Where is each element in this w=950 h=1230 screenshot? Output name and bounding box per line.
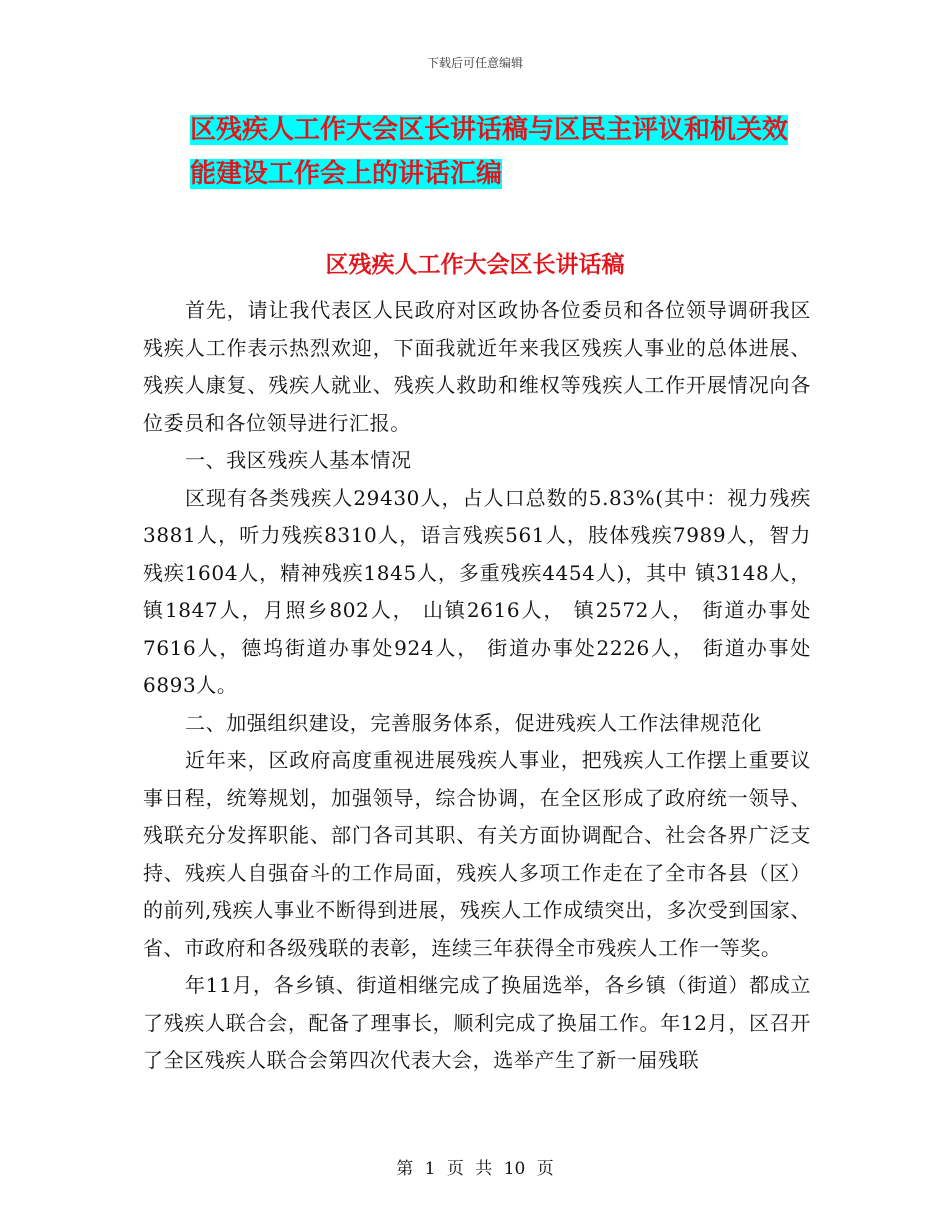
paragraph-statistics: 区现有各类残疾人29430人，占人口总数的5.83%(其中：视力残疾3881人，听力残疾8310人，语言残疾561人，肢体残疾7989人，智力残疾1604人，精神残疾1845人，多重残疾4454人)，其中 镇3148人， 镇1847人，月照乡802人， 山镇2616人， 镇2572人， 街道办事处7616人，德坞街道办事处924人， 街道办事处2226人， 街道办事处6893人。 xyxy=(143,485,811,697)
paragraph-intro: 首先，请让我代表区人民政府对区政协各位委员和各位领导调研我区残疾人工作表示热烈欢迎，下面我就近年来我区残疾人事业的总体进展、残疾人康复、残疾人就业、残疾人救助和维权等残疾人工作开展情况向各位委员和各位领导进行汇报。 xyxy=(143,298,811,435)
section-title: 区残疾人工作大会区长讲话稿 xyxy=(325,252,625,278)
paragraph-election: 年11月，各乡镇、街道相继完成了换届选举，各乡镇（街道）都成立了残疾人联合会，配备了理事长，顺利完成了换届工作。年12月，区召开了全区残疾人联合会第四次代表大会，选举产生了新一届残联 xyxy=(143,973,811,1072)
paragraph-recent-years: 近年来，区政府高度重视进展残疾人事业，把残疾人工作摆上重要议事日程，统筹规划，加强领导，综合协调，在全区形成了政府统一领导、残联充分发挥职能、部门各司其职、有关方面协调配合、社会各界广泛支持、残疾人自强奋斗的工作局面，残疾人多项工作走在了全市各县（区）的前列,残疾人事业不断得到进展，残疾人工作成绩突出，多次受到国家、省、市政府和各级残联的表彰，连续三年获得全市残疾人工作一等奖。 xyxy=(143,748,811,960)
document-title-line1: 区残疾人工作大会区长讲话稿与区民主评议和机关效 xyxy=(190,115,789,145)
heading-organization: 二、加强组织建设，完善服务体系，促进残疾人工作法律规范化 xyxy=(185,710,762,735)
page-number: 第 1 页 共 10 页 xyxy=(396,1159,554,1179)
document-title xyxy=(190,108,810,196)
body-text xyxy=(143,292,811,1080)
document-title-line2: 能建设工作会上的讲话汇编 xyxy=(190,159,503,189)
header-note: 下载后可任意编辑 xyxy=(426,56,523,70)
heading-basic-situation: 一、我区残疾人基本情况 xyxy=(185,448,412,472)
